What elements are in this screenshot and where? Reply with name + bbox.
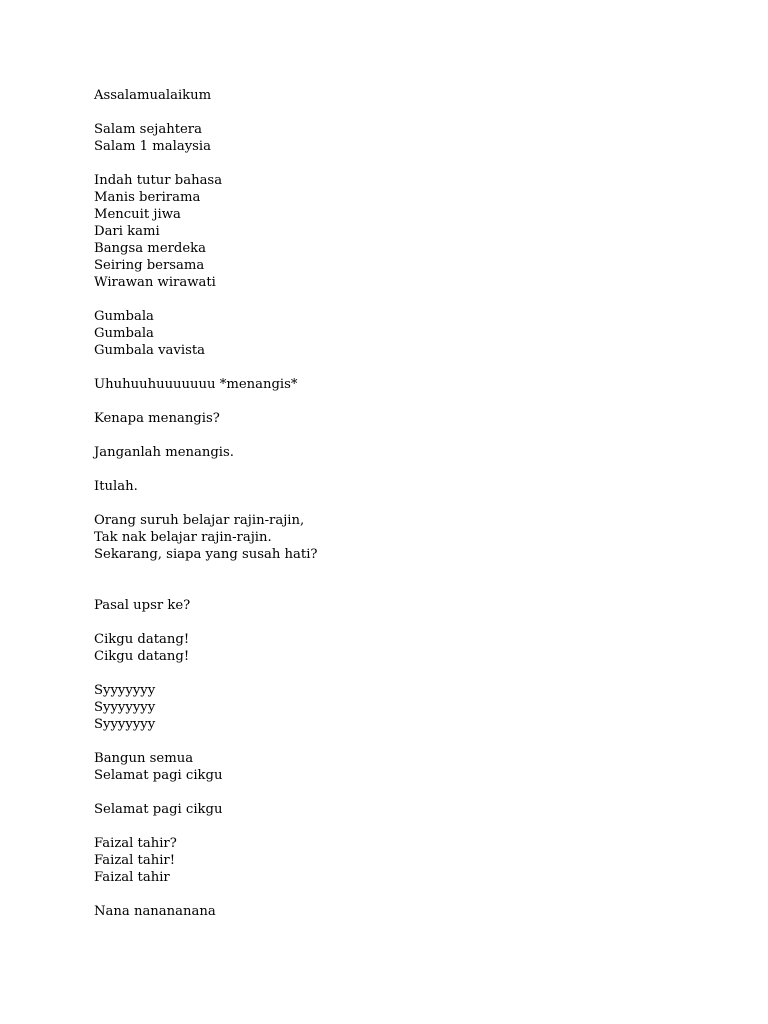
text-line: Indah tutur bahasa	[94, 173, 223, 188]
blank-line	[94, 291, 694, 308]
text-line: Syyyyyyy	[94, 683, 156, 698]
text-line: Gumbala	[94, 326, 154, 341]
text-line: Bangsa merdeka	[94, 241, 207, 256]
text-line: Orang suruh belajar rajin-rajin,	[94, 513, 305, 528]
blank-line	[94, 818, 694, 835]
text-line: Faizal tahir!	[94, 853, 176, 868]
text-line: Sekarang, siapa yang susah hati?	[94, 547, 318, 562]
text-line: Faizal tahir	[94, 870, 170, 885]
text-line: Cikgu datang!	[94, 649, 190, 664]
text-line: Nana nanananana	[94, 904, 216, 919]
text-line: Wirawan wirawati	[94, 275, 216, 290]
blank-line	[94, 665, 694, 682]
text-line: Tak nak belajar rajin-rajin.	[94, 530, 272, 545]
text-line: Bangun semua	[94, 751, 194, 766]
text-line: Gumbala	[94, 309, 154, 324]
text-line: Manis berirama	[94, 190, 201, 205]
blank-line	[94, 393, 694, 410]
text-line: Selamat pagi cikgu	[94, 802, 223, 817]
blank-line	[94, 495, 694, 512]
text-line: Seiring bersama	[94, 258, 205, 273]
text-line: Syyyyyyy	[94, 700, 156, 715]
blank-line	[94, 427, 694, 444]
text-line: Kenapa menangis?	[94, 411, 220, 426]
blank-line	[94, 563, 694, 597]
text-line: Dari kami	[94, 224, 160, 239]
blank-line	[94, 155, 694, 172]
text-line: Itulah.	[94, 479, 138, 494]
blank-line	[94, 784, 694, 801]
text-line: Selamat pagi cikgu	[94, 768, 223, 783]
blank-line	[94, 461, 694, 478]
blank-line	[94, 104, 694, 121]
text-line: Cikgu datang!	[94, 632, 190, 647]
text-line: Pasal upsr ke?	[94, 598, 191, 613]
text-line: Mencuit jiwa	[94, 207, 181, 222]
text-line: Uhuhuuhuuuuuuu *menangis*	[94, 377, 298, 392]
text-line: Salam 1 malaysia	[94, 139, 212, 154]
text-line: Faizal tahir?	[94, 836, 177, 851]
blank-line	[94, 886, 694, 903]
text-line: Gumbala vavista	[94, 343, 206, 358]
text-line: Janganlah menangis.	[94, 445, 234, 460]
text-line: Syyyyyyy	[94, 717, 156, 732]
text-line: Assalamualaikum	[94, 88, 212, 103]
document-body	[94, 87, 694, 920]
blank-line	[94, 733, 694, 750]
text-line: Salam sejahtera	[94, 122, 202, 137]
blank-line	[94, 614, 694, 631]
blank-line	[94, 359, 694, 376]
